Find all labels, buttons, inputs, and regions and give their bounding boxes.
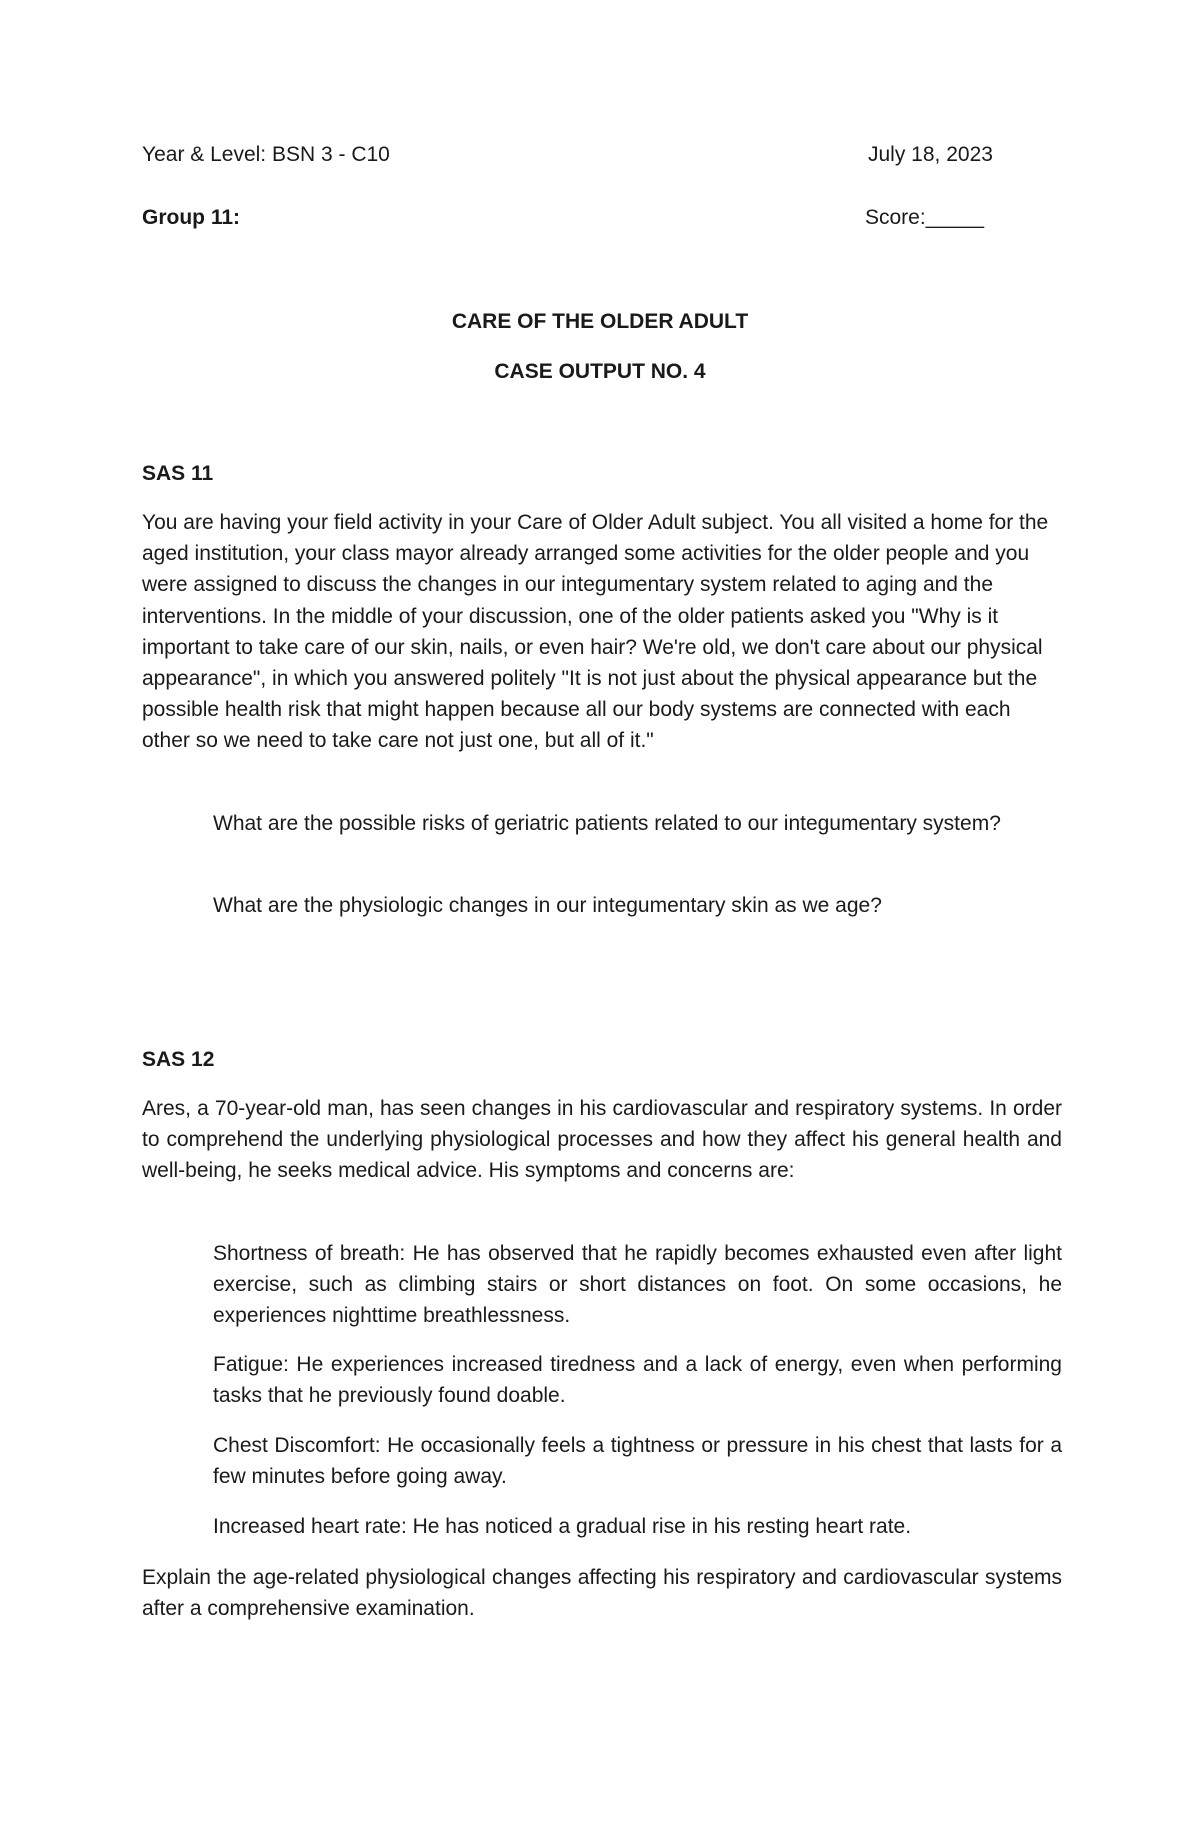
score-field: Score:_____ (865, 206, 985, 229)
sas12-intro: Ares, a 70-year-old man, has seen changes in his cardiovascular and respiratory systems. In order to comprehend the underlying physiological processes and how they affect his general health and well-being, he seeks medical advice. His symptoms and concerns are: (142, 1097, 1062, 1183)
symptom-item: Shortness of breath: He has observed that he rapidly becomes exhausted even after light exercise, such as climbing stairs or short distances on foot. On some occasions, he experiences nighttime breathlessness. (213, 1242, 1062, 1328)
symptom-item: Increased heart rate: He has noticed a gradual rise in his resting heart rate. (213, 1515, 912, 1538)
sas11-question-1: What are the possible risks of geriatric patients related to our integumentary system? (213, 812, 1001, 835)
document-title: CARE OF THE OLDER ADULT (451, 310, 749, 333)
sas11-question-2: What are the physiologic changes in our integumentary skin as we age? (213, 894, 882, 917)
sas12-task: Explain the age-related physiological changes affecting his respiratory and cardiovascular systems after a comprehensive examination. (142, 1566, 1062, 1621)
group-label: Group 11: (142, 206, 241, 229)
sas11-heading: SAS 11 (142, 462, 214, 485)
year-level: Year & Level: BSN 3 - C10 (142, 143, 390, 166)
document-subtitle: CASE OUTPUT NO. 4 (494, 360, 706, 383)
symptom-item: Chest Discomfort: He occasionally feels a tightness or pressure in his chest that lasts for a few minutes before going away. (213, 1434, 1062, 1489)
document-date: July 18, 2023 (868, 143, 993, 166)
symptom-item: Fatigue: He experiences increased tiredness and a lack of energy, even when performing tasks that he previously found doable. (213, 1353, 1062, 1408)
sas11-scenario: You are having your field activity in your Care of Older Adult subject. You all visited a home for the aged institution, your class mayor already arranged some activities for the older people and you were assigned to discuss the changes in our integumentary system related to aging and the interventions. In the middle of your discussion, one of the older patients asked you "Why is it important to take care of our skin, nails, or even hair? We're old, we don't care about our physical appearance", in which you answered politely "It is not just about the physical appearance but the possible health risk that might happen because all our body systems are connected with each other so we need to take care not just one, but all of it." (142, 511, 1049, 753)
sas12-heading: SAS 12 (142, 1048, 215, 1071)
